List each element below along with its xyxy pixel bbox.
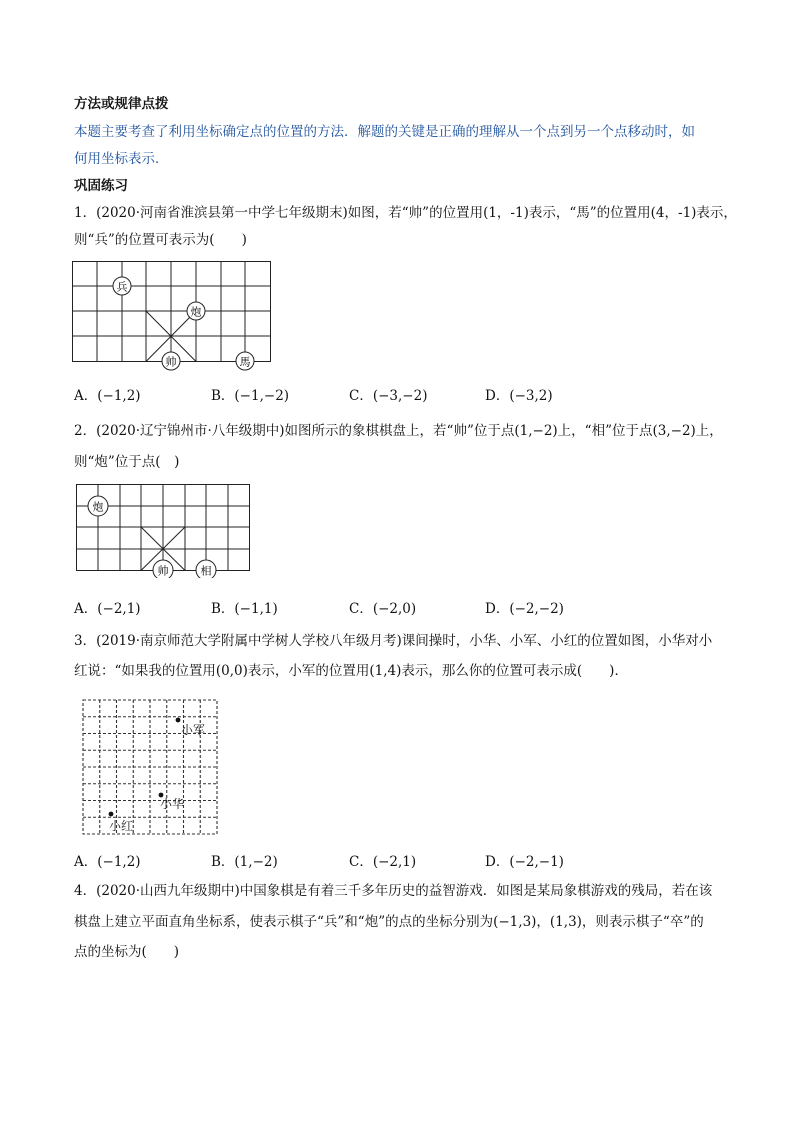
q1-text-line2: 则“兵”的位置可表示为( )	[74, 232, 247, 248]
q2-text-line2: 则“炮”位于点( )	[74, 454, 180, 470]
q1-text-line1: 1．(2020·河南省淮滨县第一中学七年级期末)如图，若“帅”的位置用(1，-1)表示，“馬”的位置用(4，-1)表示，	[74, 205, 737, 221]
svg-text:炮: 炮	[190, 305, 202, 319]
q1-option-b[interactable]: B．(−1,−2)	[211, 388, 290, 404]
q1-piece-pao	[187, 302, 205, 320]
q3-option-b[interactable]: B．(1,−2)	[211, 854, 278, 870]
svg-text:小军: 小军	[181, 723, 206, 737]
q2-options	[74, 597, 724, 619]
q3-option-a[interactable]: A．(−1,2)	[74, 854, 141, 870]
svg-text:帅: 帅	[157, 564, 169, 578]
q2-piece-xiang	[196, 560, 216, 578]
q1-option-a[interactable]: A．(−1,2)	[74, 388, 141, 404]
q4-text-line1: 4．(2020·山西九年级期中)中国象棋是有着三千多年历史的益智游戏．如图是某局象棋游戏的残局，若在该	[74, 883, 713, 899]
svg-text:兵: 兵	[116, 280, 128, 294]
section-heading: 方法或规律点拨	[74, 96, 169, 112]
q4-text-line2: 棋盘上建立平面直角坐标系，使表示棋子“兵”和“炮”的点的坐标分别为(−1,3)，(1,3)，则表示棋子“卒”的	[74, 914, 704, 930]
svg-text:帅: 帅	[165, 355, 177, 369]
q2-piece-shuai	[153, 560, 173, 578]
q2-option-c[interactable]: C．(−2,0)	[349, 601, 417, 617]
q3-options	[74, 850, 724, 872]
practice-heading: 巩固练习	[74, 178, 128, 194]
q2-option-d[interactable]: D．(−2,−2)	[485, 601, 564, 617]
q2-option-b[interactable]: B．(−1,1)	[211, 601, 278, 617]
q1-option-c[interactable]: C．(−3,−2)	[349, 388, 428, 404]
q1-option-d[interactable]: D．(−3,2)	[485, 388, 553, 404]
q2-text-line1: 2．(2020·辽宁锦州市·八年级期中)如图所示的象棋棋盘上，若“帅”位于点(1,−2)上，“相”位于点(3,−2)上，	[74, 423, 723, 439]
svg-text:小红: 小红	[109, 819, 134, 833]
q2-chess-board	[76, 484, 254, 578]
q2-piece-pao	[88, 496, 108, 516]
q1-chess-board	[72, 261, 274, 371]
q1-piece-shuai	[162, 352, 180, 370]
svg-text:馬: 馬	[239, 355, 251, 369]
q1-piece-bing	[113, 277, 131, 295]
q2-option-a[interactable]: A．(−2,1)	[74, 601, 141, 617]
q3-text-line2: 红说：“如果我的位置用(0,0)表示，小军的位置用(1,4)表示，那么你的位置可表示成( )．	[74, 663, 628, 679]
q3-point-xiaohong	[109, 812, 133, 833]
svg-text:炮: 炮	[92, 500, 104, 514]
svg-text:相: 相	[200, 564, 212, 578]
q3-point-xiaohua	[159, 793, 184, 811]
q1-options	[74, 384, 724, 406]
method-text-line2: 何用坐标表示．	[74, 151, 169, 167]
q4-text-line3: 点的坐标为( )	[74, 944, 180, 960]
q3-position-grid	[82, 699, 222, 839]
q1-piece-ma	[236, 352, 254, 370]
svg-text:小华: 小华	[160, 797, 185, 811]
method-text-line1: 本题主要考查了利用坐标确定点的位置的方法．解题的关键是正确的理解从一个点到另一个点移动时，如	[74, 124, 695, 140]
q3-option-c[interactable]: C．(−2,1)	[349, 854, 417, 870]
q3-text-line1: 3．(2019·南京师范大学附属中学树人学校八年级月考)课间操时，小华、小军、小红的位置如图，小华对小	[74, 633, 713, 649]
q3-option-d[interactable]: D．(−2,−1)	[485, 854, 564, 870]
